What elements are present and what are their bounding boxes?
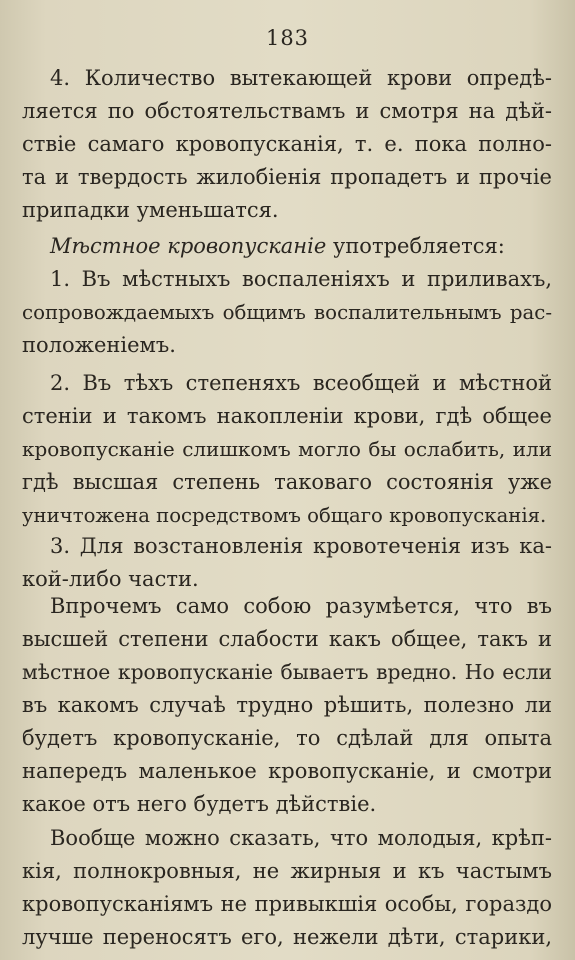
text-line: 2. Въ тѣхъ степеняхъ всеобщей и мѣстной xyxy=(50,371,552,395)
text-line: стеніи и такомъ накопленіи крови, гдѣ общее xyxy=(22,404,552,428)
text-line: 4. Количество вытекающей крови опредѣ- xyxy=(50,66,552,90)
text-line: 3. Для возстановленія кровотеченія изъ ка- xyxy=(50,534,552,558)
heading-italic: Мѣстное кровопусканіе xyxy=(50,234,327,258)
text-line: будетъ кровопусканіе, то сдѣлай для опыта xyxy=(22,726,552,750)
page-number: 183 xyxy=(265,26,310,50)
text-line: лучше переносятъ его, нежели дѣти, старики, xyxy=(22,925,552,949)
list-item-1 xyxy=(22,263,552,362)
text-line: 1. Въ мѣстныхъ воспаленіяхъ и приливахъ, xyxy=(50,267,552,291)
text-line: уничтожена посредствомъ общаго кровопусканія. xyxy=(22,504,547,527)
text-line: кровопусканіе слишкомъ могло бы ослабить, или xyxy=(22,437,552,461)
text-line: мѣстное кровопусканіе бываетъ вредно. Но если xyxy=(22,660,552,684)
text-line: высшей степени слабости какъ общее, такъ и xyxy=(22,627,552,651)
text-line: кія, полнокровныя, не жирныя и къ частымъ xyxy=(22,859,552,883)
text-line: Вообще можно сказать, что молодыя, крѣп- xyxy=(50,826,552,850)
text-line: кой-либо части. xyxy=(22,567,199,591)
text-line: напередъ маленькое кровопусканіе, и смотри xyxy=(22,759,552,783)
text-line: какое отъ него будетъ дѣйствіе. xyxy=(22,792,377,816)
paragraph-4-blood-quantity xyxy=(22,62,552,227)
local-bloodletting-heading xyxy=(22,230,552,263)
text-line: Впрочемъ само собою разумѣется, что въ xyxy=(50,594,552,618)
text-line: ствіе самаго кровопусканія, т. е. пока полно- xyxy=(22,132,552,156)
list-item-3 xyxy=(22,530,552,596)
list-item-2 xyxy=(22,367,552,532)
heading-rest: употребляется: xyxy=(326,234,505,258)
text-line: кровопусканіямъ не привыкшія особы, гораздо xyxy=(22,892,552,916)
text-line: та и твердость жилобіенія пропадетъ и прочіе xyxy=(22,165,552,189)
paragraph-however xyxy=(22,590,552,821)
text-line: ляется по обстоятельствамъ и смотря на дѣй- xyxy=(22,99,552,123)
text-line: гдѣ высшая степень таковаго состоянія уже xyxy=(22,470,552,494)
text-line: припадки уменьшатся. xyxy=(22,198,279,222)
text-line: положеніемъ. xyxy=(22,333,176,357)
text-line: въ какомъ случаѣ трудно рѣшить, полезно ли xyxy=(22,693,552,717)
paragraph-in-general xyxy=(22,822,552,954)
text-line: сопровождаемыхъ общимъ воспалительнымъ рас- xyxy=(22,301,552,324)
